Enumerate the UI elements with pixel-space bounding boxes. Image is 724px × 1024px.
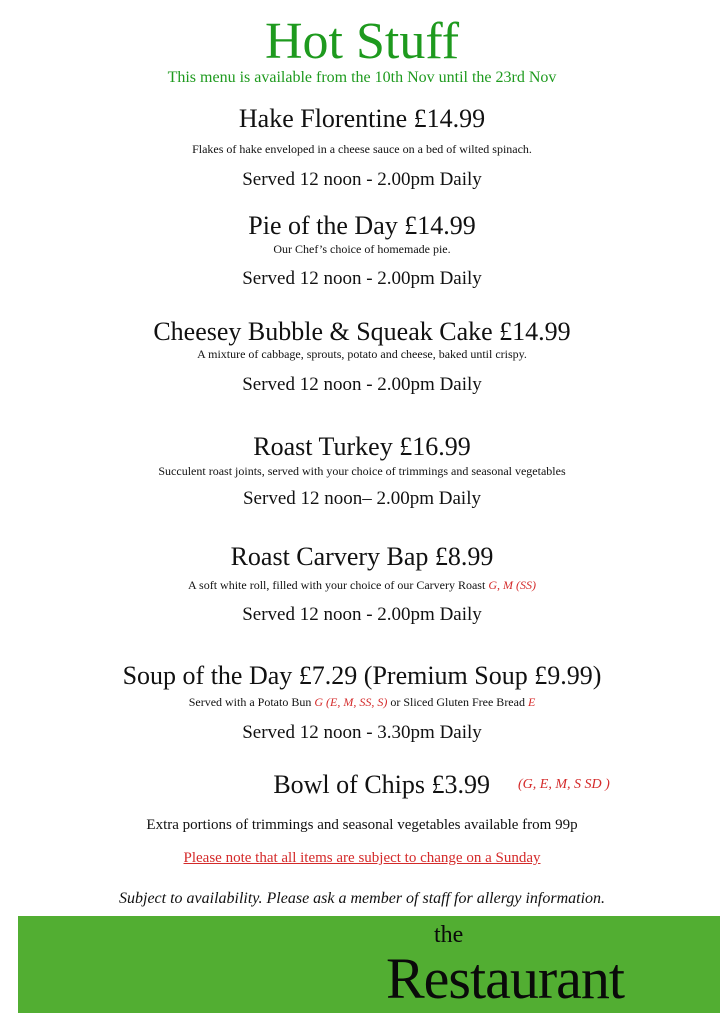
serving-times: Served 12 noon - 2.00pm Daily bbox=[242, 268, 482, 289]
dish-description: Succulent roast joints, served with your choice of trimmings and seasonal vegetables bbox=[158, 464, 566, 478]
allergen-codes: (G, E, M, S SD ) bbox=[518, 777, 610, 792]
extra-portions-note: Extra portions of trimmings and seasonal vegetables available from 99p bbox=[146, 817, 578, 833]
description-text: or Sliced Gluten Free Bread bbox=[387, 695, 528, 709]
serving-times: Served 12 noon - 2.00pm Daily bbox=[242, 169, 482, 190]
dish-title: Hake Florentine £14.99 bbox=[238, 104, 486, 133]
dish-description: Our Chef’s choice of homemade pie. bbox=[273, 242, 451, 256]
allergen-codes: G, M (SS) bbox=[488, 578, 536, 592]
dish-title: Roast Carvery Bap £8.99 bbox=[230, 542, 494, 571]
dish-description bbox=[188, 577, 536, 593]
dish-description: A mixture of cabbage, sprouts, potato and cheese, baked until crispy. bbox=[197, 347, 527, 361]
description-text: A soft white roll, filled with your choice of our Carvery Roast bbox=[188, 578, 489, 592]
serving-times: Served 12 noon - 2.00pm Daily bbox=[242, 604, 482, 625]
dish-description: Flakes of hake enveloped in a cheese sauce on a bed of wilted spinach. bbox=[192, 142, 532, 156]
description-text: Served with a Potato Bun bbox=[188, 695, 315, 709]
allergen-codes: E bbox=[527, 695, 536, 709]
serving-times: Served 12 noon - 2.00pm Daily bbox=[242, 374, 482, 395]
dish-title: Roast Turkey £16.99 bbox=[253, 432, 471, 461]
availability-dates: This menu is available from the 10th Nov until the 23rd Nov bbox=[167, 69, 557, 86]
dish-title: Bowl of Chips £3.99 bbox=[273, 770, 490, 799]
logo-restaurant: Restaurant bbox=[386, 946, 625, 1011]
restaurant-logo bbox=[386, 922, 696, 1010]
dish-title: Soup of the Day £7.29 (Premium Soup £9.99) bbox=[122, 661, 602, 690]
logo-the: the bbox=[434, 922, 464, 948]
dish-description bbox=[189, 694, 536, 710]
sunday-change-note: Please note that all items are subject to change on a Sunday bbox=[183, 850, 541, 866]
serving-times: Served 12 noon– 2.00pm Daily bbox=[242, 488, 482, 509]
footer-banner bbox=[18, 916, 720, 1013]
serving-times: Served 12 noon - 3.30pm Daily bbox=[242, 722, 482, 743]
allergy-disclaimer: Subject to availability. Please ask a member of staff for allergy information. bbox=[118, 890, 606, 907]
page-title: Hot Stuff bbox=[264, 13, 460, 70]
allergen-codes: G (E, M, SS, S) bbox=[314, 695, 388, 709]
dish-title: Pie of the Day £14.99 bbox=[248, 211, 476, 240]
dish-title: Cheesey Bubble & Squeak Cake £14.99 bbox=[153, 317, 571, 346]
